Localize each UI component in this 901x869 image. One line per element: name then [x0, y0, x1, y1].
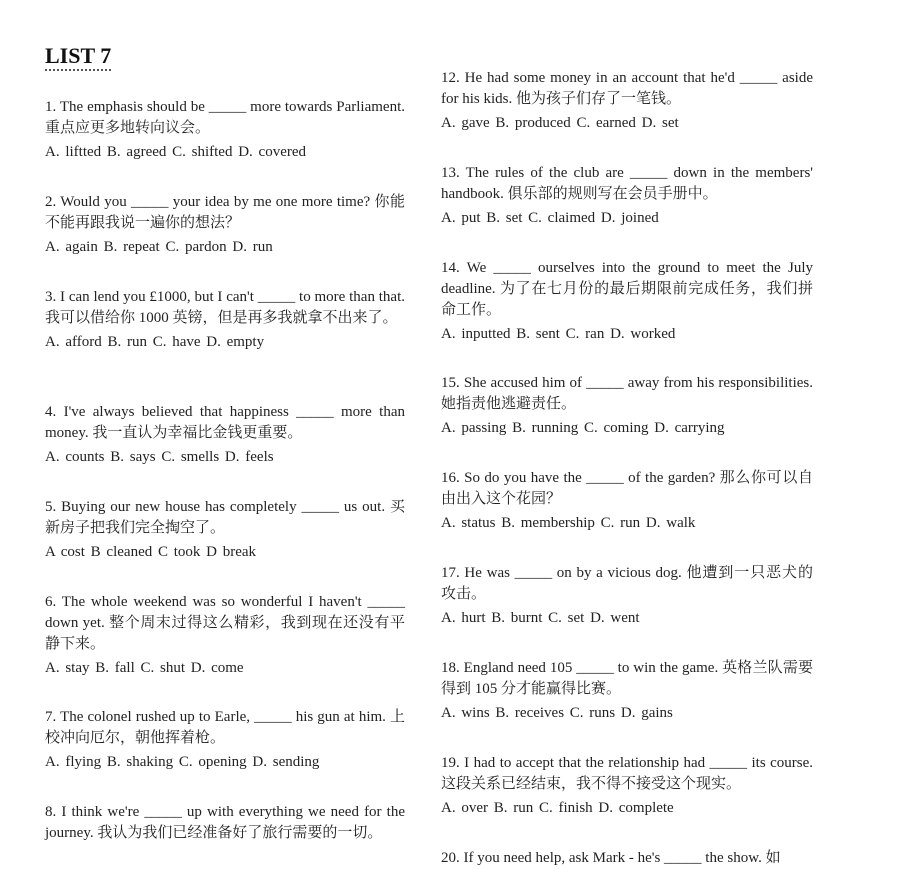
question-text: 5. Buying our new house has completely _____ us out. 买新房子把我们完全掏空了。	[45, 499, 405, 536]
question-item	[45, 287, 405, 353]
question-text: 13. The rules of the club are _____ down in the members' handbook. 俱乐部的规则写在会员手册中。	[441, 165, 813, 202]
answer-options: A. flying B. shaking C. opening D. sending	[45, 754, 320, 770]
answer-options: A. again B. repeat C. pardon D. run	[45, 239, 273, 255]
question-text: 15. She accused him of _____ away from his responsibilities. 她指责他逃避责任。	[441, 375, 813, 412]
answer-options: A. inputted B. sent C. ran D. worked	[441, 326, 676, 342]
answer-options: A. afford B. run C. have D. empty	[45, 334, 265, 350]
question-item	[441, 658, 813, 724]
question-item	[441, 163, 813, 229]
question-text: 18. England need 105 _____ to win the game. 英格兰队需要得到 105 分才能赢得比赛。	[441, 660, 813, 697]
question-item	[45, 592, 405, 679]
answer-options: A. stay B. fall C. shut D. come	[45, 660, 244, 676]
answer-options: A. status B. membership C. run D. walk	[441, 515, 696, 531]
question-item	[441, 563, 813, 629]
answer-options: A cost B cleaned C took D break	[45, 544, 257, 560]
question-text: 6. The whole weekend was so wonderful I haven't _____ down yet. 整个周末过得这么精彩，我到现在还没有平静下来。	[45, 594, 405, 652]
answer-options: A. hurt B. burnt C. set D. went	[441, 610, 640, 626]
answer-options: A. counts B. says C. smells D. feels	[45, 449, 274, 465]
question-item	[45, 192, 405, 258]
question-item	[441, 468, 813, 534]
question-text: 4. I've always believed that happiness _____ more than money. 我一直认为幸福比金钱更重要。	[45, 404, 405, 441]
answer-options: A. gave B. produced C. earned D. set	[441, 115, 679, 131]
question-item	[45, 802, 405, 847]
question-item	[441, 258, 813, 345]
answer-options: A. wins B. receives C. runs D. gains	[441, 705, 673, 721]
question-text: 3. I can lend you £1000, but I can't _____ to more than that. 我可以借给你 1000 英镑，但是再多我就拿不出来了。	[45, 289, 405, 326]
question-item	[441, 373, 813, 439]
answer-options: A. over B. run C. finish D. complete	[441, 800, 674, 816]
question-text: 7. The colonel rushed up to Earle, _____ his gun at him. 上校冲向厄尔，朝他挥着枪。	[45, 709, 405, 746]
question-item	[45, 97, 405, 163]
answer-options: A. passing B. running C. coming D. carrying	[441, 420, 725, 436]
question-text: 14. We _____ ourselves into the ground to meet the July deadline. 为了在七月份的最后期限前完成任务，我们拼命工作。	[441, 260, 813, 318]
question-text: 16. So do you have the _____ of the garden? 那么你可以自由出入这个花园？	[441, 470, 813, 507]
answer-options: A. put B. set C. claimed D. joined	[441, 210, 659, 226]
question-text: 20. If you need help, ask Mark - he's _____ the show. 如	[441, 850, 781, 866]
question-text: 19. I had to accept that the relationship had _____ its course. 这段关系已经结束，我不得不接受这个现实。	[441, 755, 813, 792]
page-title: LIST 7	[45, 44, 111, 71]
question-item	[45, 402, 405, 468]
question-text: 12. He had some money in an account that he'd _____ aside for his kids. 他为孩子们存了一笔钱。	[441, 70, 813, 107]
question-item	[441, 753, 813, 819]
question-item	[441, 68, 813, 134]
answer-options: A. liftted B. agreed C. shifted D. covered	[45, 144, 307, 160]
question-text: 8. I think we're _____ up with everything we need for the journey. 我认为我们已经准备好了旅行需要的一切。	[45, 804, 405, 841]
question-item	[441, 848, 813, 869]
question-item	[45, 497, 405, 563]
question-text: 1. The emphasis should be _____ more towards Parliament. 重点应更多地转向议会。	[45, 99, 405, 136]
question-text: 2. Would you _____ your idea by me one more time? 你能不能再跟我说一遍你的想法？	[45, 194, 405, 231]
question-item	[45, 707, 405, 773]
question-text: 17. He was _____ on by a vicious dog. 他遭到一只恶犬的攻击。	[441, 565, 813, 602]
